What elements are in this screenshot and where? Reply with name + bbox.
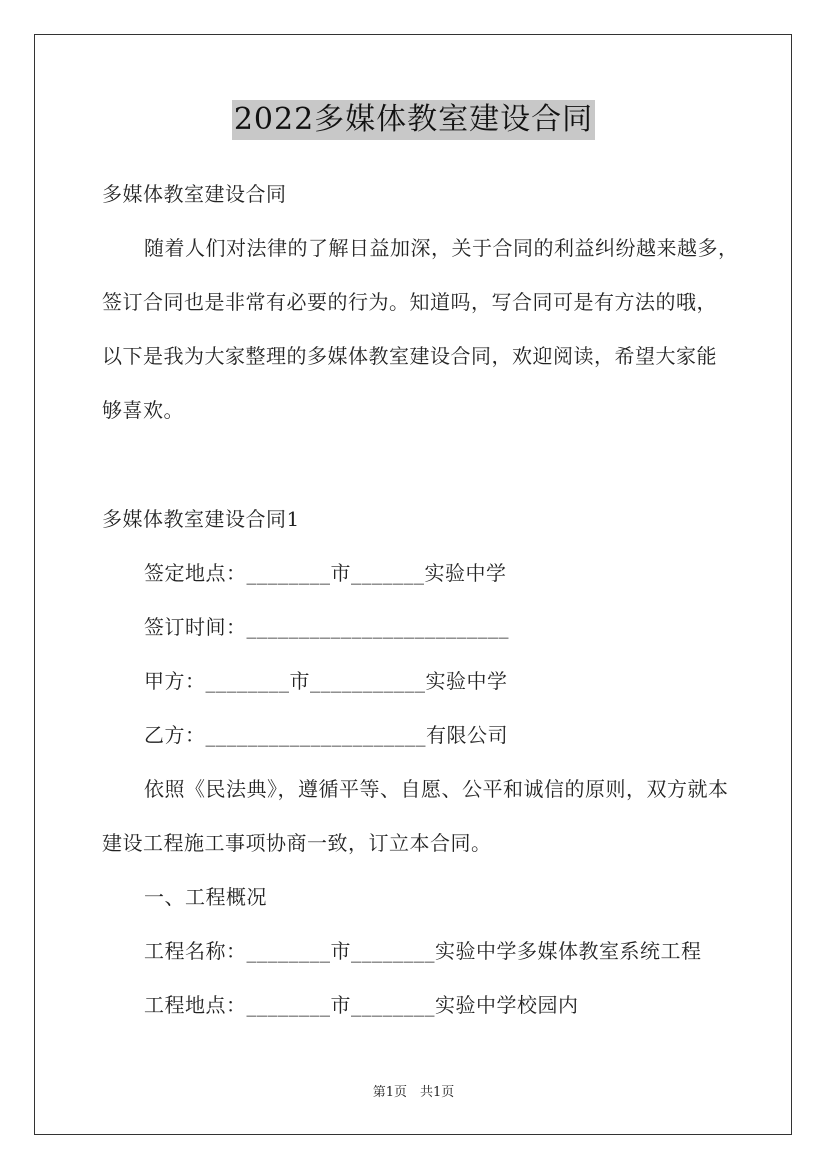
intro-line-1: 随着人们对法律的了解日益加深，关于合同的利益纠纷越来越多， <box>144 236 739 260</box>
field-sign-time: 签订时间：_________________________ <box>144 615 509 639</box>
page-footer <box>0 1084 827 1102</box>
document-subtitle: 多媒体教室建设合同 <box>102 182 287 206</box>
clause-line-2: 建设工程施工事项协商一致，订立本合同。 <box>102 831 492 855</box>
field-sign-place: 签定地点：________市_______实验中学 <box>144 561 507 585</box>
title-container <box>0 100 827 140</box>
intro-line-4: 够喜欢。 <box>102 398 184 422</box>
section-heading: 多媒体教室建设合同1 <box>102 507 300 531</box>
intro-line-3: 以下是我为大家整理的多媒体教室建设合同，欢迎阅读，希望大家能 <box>102 344 717 368</box>
project-name: 工程名称：________市________实验中学多媒体教室系统工程 <box>144 939 702 963</box>
project-location: 工程地点：________市________实验中学校园内 <box>144 993 579 1017</box>
part-one-heading: 一、工程概况 <box>144 885 267 909</box>
document-title: 2022多媒体教室建设合同 <box>232 100 595 140</box>
field-party-b: 乙方：_____________________有限公司 <box>144 723 508 747</box>
clause-line-1: 依照《民法典》，遵循平等、自愿、公平和诚信的原则，双方就本 <box>144 777 729 801</box>
page-number: 第1页 共1页 <box>372 1085 455 1100</box>
intro-line-2: 签订合同也是非常有必要的行为。知道吗，写合同可是有方法的哦， <box>102 290 717 314</box>
field-party-a: 甲方：________市___________实验中学 <box>144 669 508 693</box>
